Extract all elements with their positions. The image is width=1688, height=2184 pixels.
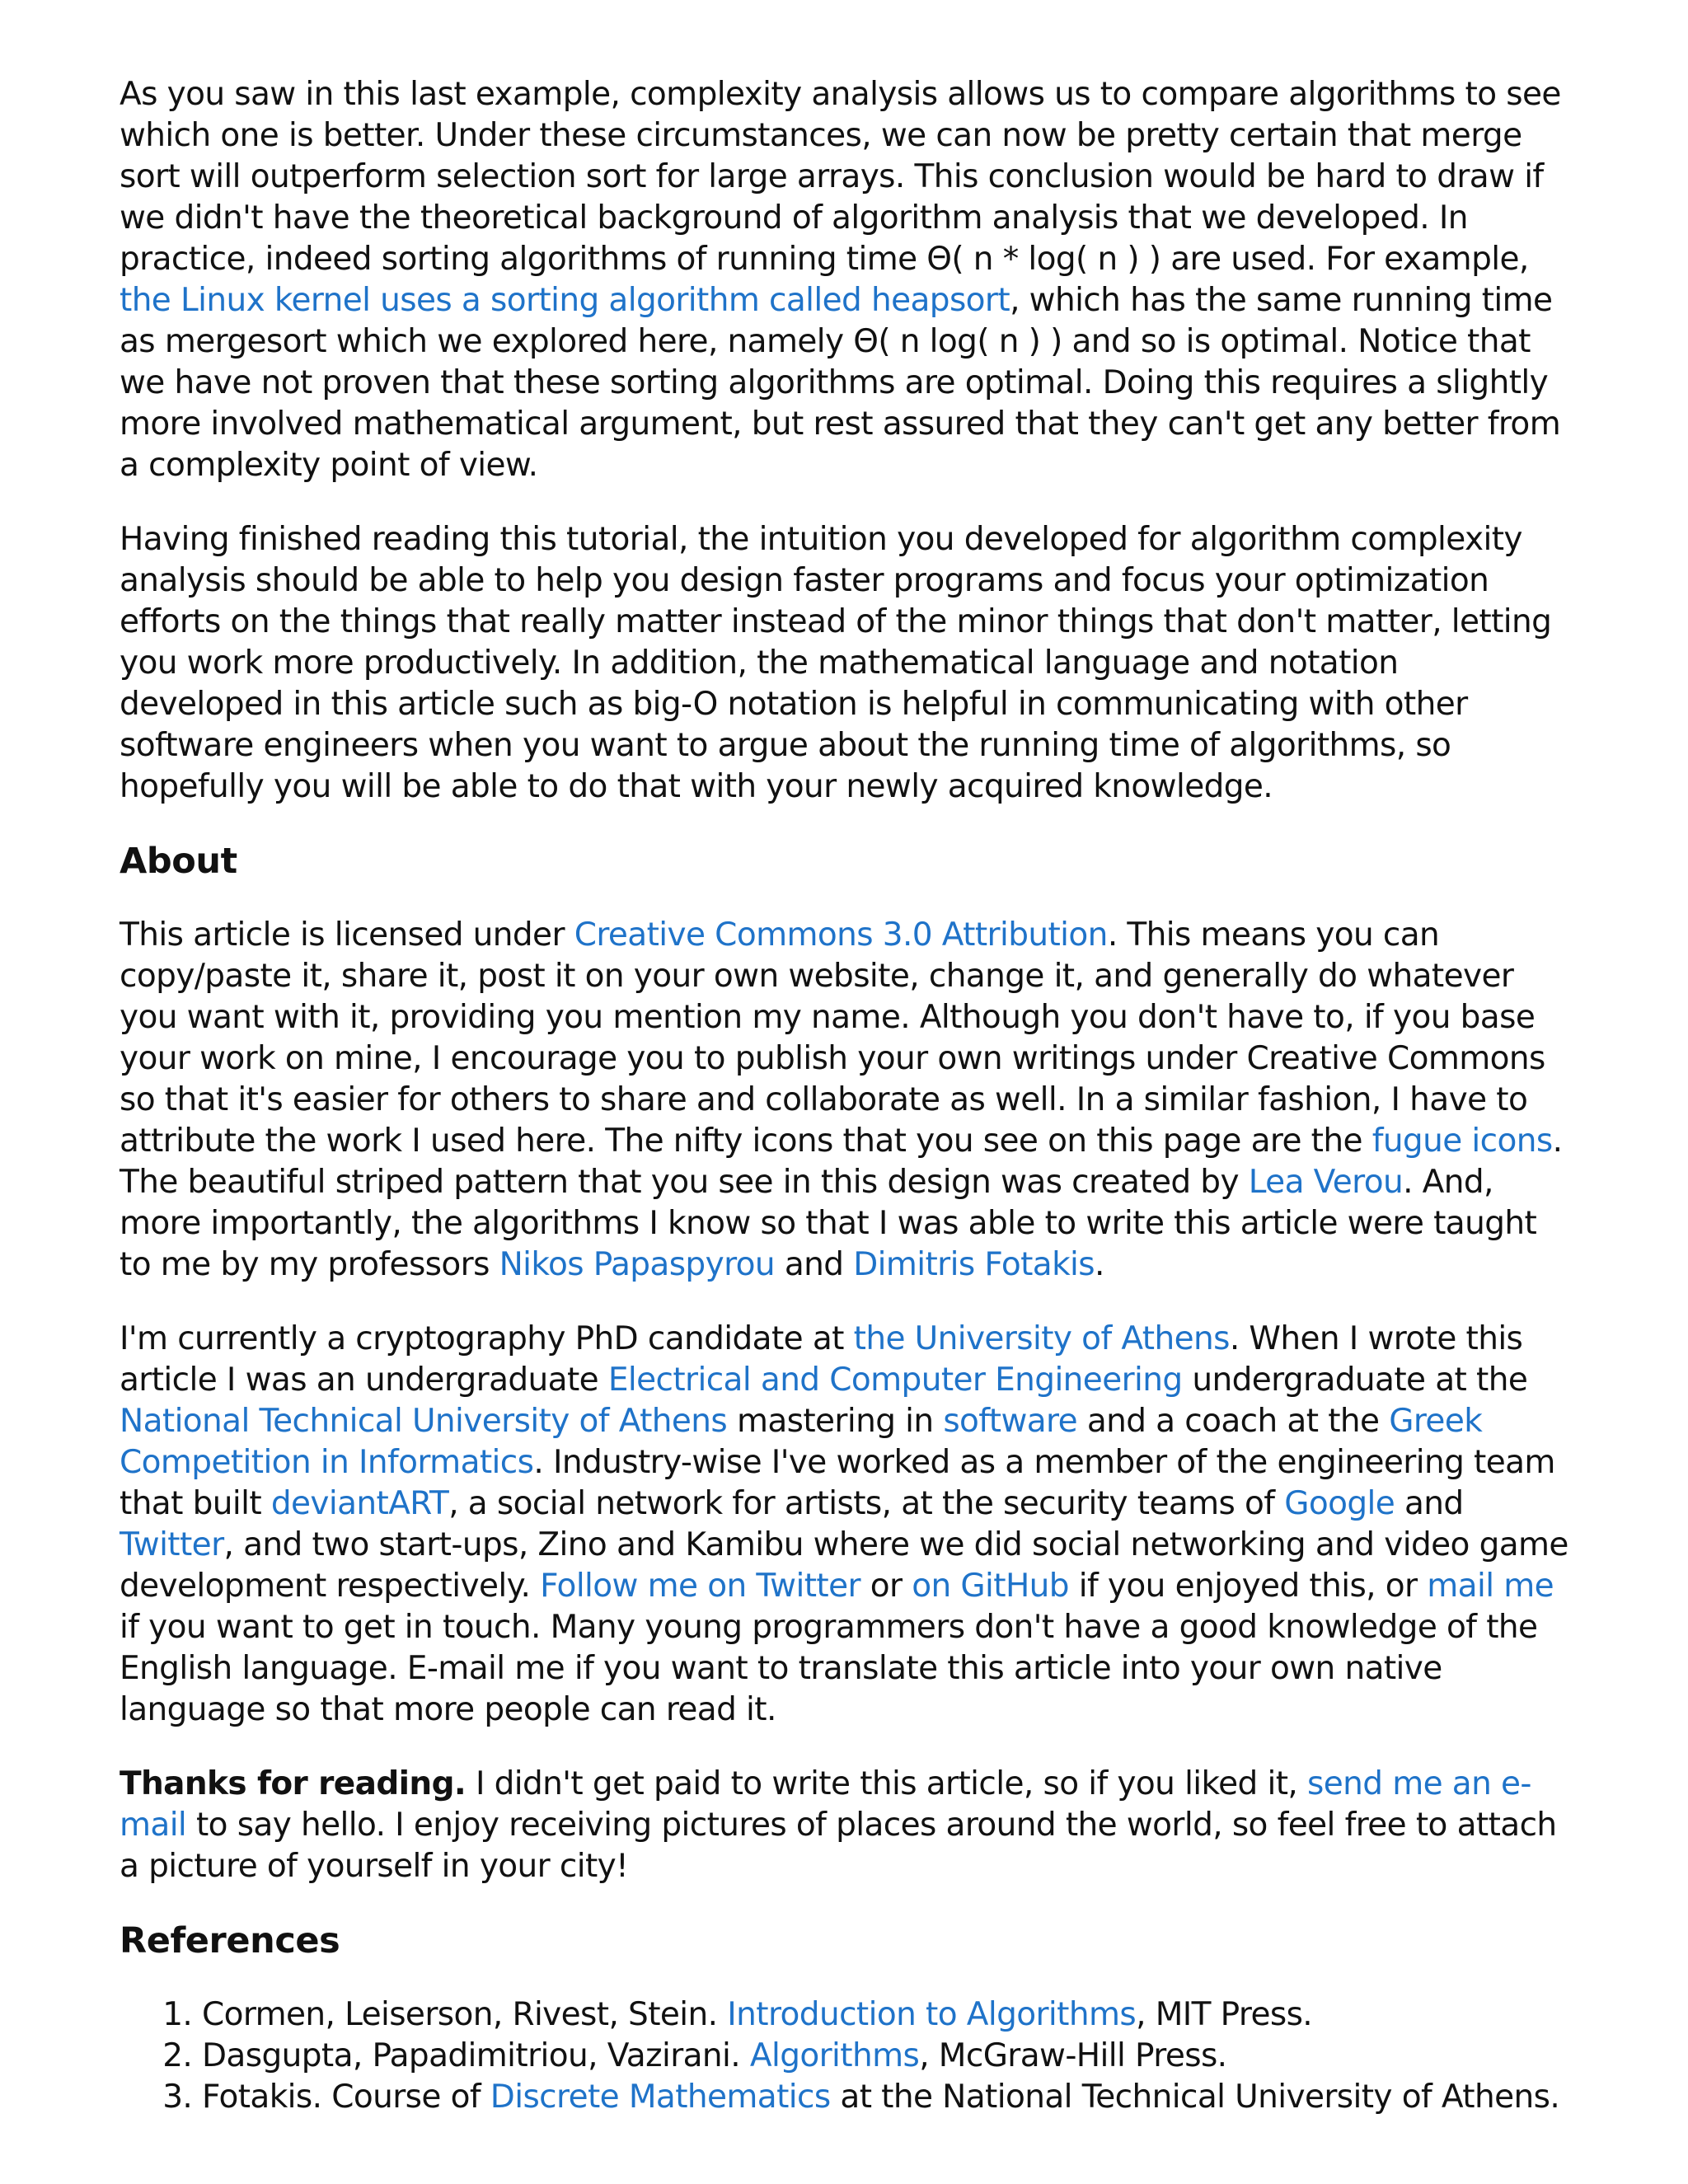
paragraph-text: I didn't get paid to write this article, so if you liked it, (466, 1765, 1308, 1802)
paragraph-text: , and two start-ups, Zino and Kamibu where we did social networking and video game development respectively. (120, 1526, 1568, 1605)
reference-text: Cormen, Leiserson, Rivest, Stein. (202, 1996, 728, 2033)
references-heading: References (120, 1920, 340, 1961)
paragraph-text: or (860, 1568, 912, 1605)
follow-twitter-link[interactable]: Follow me on Twitter (540, 1568, 860, 1605)
fugue-icons-link[interactable]: fugue icons (1372, 1122, 1553, 1160)
conclusion-paragraph (120, 74, 1570, 486)
paragraph-text: if you want to get in touch. Many young programmers don't have a good knowledge of the English language. E-mail me if you want to translate this article into your own native language so that more people can read it. (120, 1609, 1538, 1728)
reference-link[interactable]: Discrete Mathematics (490, 2079, 831, 2116)
twitter-link[interactable]: Twitter (120, 1526, 224, 1563)
reference-link[interactable]: Introduction to Algorithms (727, 1996, 1137, 2033)
mail-me-link[interactable]: mail me (1427, 1568, 1554, 1605)
reference-text: Fotakis. Course of (202, 2079, 490, 2116)
send-email-link[interactable]: send me an e-mail (120, 1765, 1531, 1844)
university-of-athens-link[interactable]: the University of Athens (853, 1320, 1230, 1357)
ntua-link[interactable]: National Technical University of Athens (120, 1403, 728, 1440)
paragraph-text: . (1095, 1246, 1104, 1283)
paragraph-text: and (1395, 1485, 1464, 1522)
creative-commons-link[interactable]: Creative Commons 3.0 Attribution (574, 916, 1108, 954)
paragraph-text: , a social network for artists, at the security teams of (448, 1485, 1285, 1522)
paragraph-text: and (775, 1246, 854, 1283)
paragraph-text: undergraduate at the (1182, 1361, 1528, 1399)
paragraph-text: and a coach at the (1077, 1403, 1390, 1440)
nikos-papaspyrou-link[interactable]: Nikos Papaspyrou (499, 1246, 776, 1283)
paragraph-text: . When I wrote this article I was an undergraduate (120, 1320, 1523, 1399)
paragraph-text: As you saw in this last example, complexity analysis allows us to compare algorithms to see which one is better. Under these circumstances, we can now be pretty certain that merge sort will outperform selection sort for large arrays. This conclusion would be hard to draw if we didn't have the theoretical background of algorithm analysis that we developed. In practice, indeed sorting algorithms of running time Θ( n * log( n ) ) are used. For example, (120, 76, 1561, 278)
software-link[interactable]: software (943, 1403, 1078, 1440)
reference-text: Dasgupta, Papadimitriou, Vazirani. (202, 2037, 750, 2074)
reference-item (202, 2077, 1570, 2118)
author-bio-paragraph (120, 1319, 1570, 1731)
paragraph-text: . And, more importantly, the algorithms I know so that I was able to write this article were taught to me by my professors (120, 1164, 1537, 1283)
reference-text: , McGraw-Hill Press. (919, 2037, 1227, 2074)
linux-heapsort-link[interactable]: the Linux kernel uses a sorting algorithm called heapsort (120, 282, 1010, 319)
reference-text: at the National Technical University of Athens. (830, 2079, 1560, 2116)
deviantart-link[interactable]: deviantART (270, 1485, 449, 1522)
license-paragraph (120, 915, 1570, 1286)
about-heading: About (120, 841, 237, 882)
paragraph-text: , which has the same running time as mergesort which we explored here, namely Θ( n log( n ) ) and so is optimal. Notice that we have not proven that these sorting algorithms are optimal. Doing this requires a slightly more involved mathematical argument, but rest assured that they can't get any better from a complexity point of view. (120, 282, 1561, 484)
paragraph-text: to say hello. I enjoy receiving pictures of places around the world, so feel free to attach a picture of yourself in your city! (120, 1807, 1557, 1885)
github-link[interactable]: on GitHub (912, 1568, 1069, 1605)
article-body (120, 74, 1570, 2118)
dimitris-fotakis-link[interactable]: Dimitris Fotakis (853, 1246, 1095, 1283)
lea-verou-link[interactable]: Lea Verou (1248, 1164, 1404, 1201)
thanks-bold: Thanks for reading. (120, 1765, 467, 1802)
greek-competition-link[interactable]: Greek Competition in Informatics (120, 1403, 1483, 1481)
reference-item (202, 1994, 1570, 2036)
paragraph-text: mastering in (727, 1403, 944, 1440)
google-link[interactable]: Google (1284, 1485, 1395, 1522)
paragraph-text: . Industry-wise I've worked as a member of the engineering team that built (120, 1444, 1555, 1522)
ece-link[interactable]: Electrical and Computer Engineering (607, 1361, 1183, 1399)
reference-text: , MIT Press. (1136, 1996, 1313, 2033)
paragraph-text: if you enjoyed this, or (1068, 1568, 1428, 1605)
paragraph-text: . This means you can copy/paste it, share it, post it on your own website, change it, and generally do whatever you want with it, providing you mention my name. Although you don't have to, if you base your work on mine, I encourage you to publish your own writings under Creative Commons so that it's easier for others to share and collaborate as well. In a similar fashion, I have to attribute the work I used here. The nifty icons that you see on this page are the (120, 916, 1545, 1160)
paragraph-text: I'm currently a cryptography PhD candidate at (120, 1320, 854, 1357)
reference-item (202, 2036, 1570, 2077)
summary-paragraph: Having finished reading this tutorial, the intuition you developed for algorithm complexity analysis should be able to help you design faster programs and focus your optimization efforts on the things that really matter instead of the minor things that don't matter, letting you work more productively. In addition, the mathematical language and notation developed in this article such as big-O notation is helpful in communicating with other software engineers when you want to argue about the running time of algorithms, so hopefully you will be able to do that with your newly acquired knowledge. (120, 521, 1552, 805)
paragraph-text: This article is licensed under (120, 916, 574, 954)
reference-link[interactable]: Algorithms (749, 2037, 920, 2074)
thanks-paragraph (120, 1764, 1570, 1887)
references-list (120, 1994, 1570, 2118)
paragraph-text: . The beautiful striped pattern that you see in this design was created by (120, 1122, 1563, 1201)
